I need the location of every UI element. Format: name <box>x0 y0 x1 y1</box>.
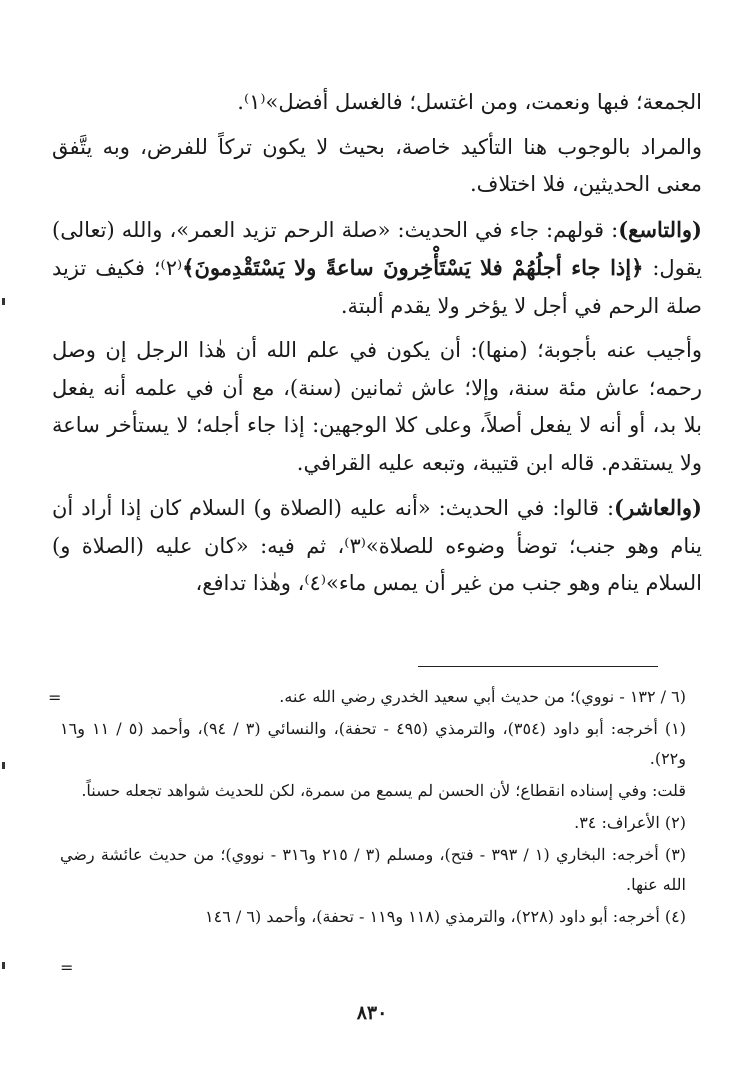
footnote-3: (٣) أخرجه: البخاري (١ / ٣٩٣ - فتح)، ومسلم (٣ / ٢١٥ و٣١٦ - نووي)؛ من حديث عائشة رضي الله عنها. <box>60 845 687 894</box>
margin-mark <box>2 298 5 305</box>
footnote-separator <box>418 666 658 667</box>
ninth-text-2: ⁽٢⁾؛ فكيف تزيد صلة الرحم في أجل لا يؤخر ولا يقدم ألبتة. <box>52 256 702 318</box>
ninth-text-1: : قولهم: جاء في الحديث: «صلة الرحم تزيد العمر»، والله (تعالى) يقول: <box>52 217 702 280</box>
paragraph-4: وأجيب عنه بأجوبة؛ (منها): أن يكون في علم الله أن هٰذا الرجل إن وصل رحمه؛ عاش مئة سنة، وإلا؛ عاش ثمانين (سنة)، مع أن في علمه أنه يفعل بلا بد، أو أنه لا يفعل أصلاً، وعلى كلا الوجهين: إذا جاء أجله؛ لا يستأخر ساعة ولا يستقدم. قاله ابن قتيبة، وتبعه عليه القرافي. <box>52 338 702 475</box>
paragraph-2: والمراد بالوجوب هنا التأكيد خاصة، بحيث لا يكون تركاً للفرض، وبه يتَّفق معنى الحديثين، فلا اختلاف. <box>52 134 702 196</box>
tenth-text: : قالوا: في الحديث: «أنه عليه (الصلاة و) السلام كان إذا أراد أن ينام وهو جنب؛ توضأ وضوءه للصلاة»⁽٣⁾، ثم فيه: «كان عليه (الصلاة و) السلام ينام وهو جنب من غير أن يمس ماء»⁽٤⁾، وهٰذا تدافع، <box>52 496 702 595</box>
ninth-label: (والتاسع) <box>618 216 702 242</box>
footnote-1: (١) أخرجه: أبو داود (٣٥٤)، والترمذي (٤٩٥ - تحفة)، والنسائي (٣ / ٩٤)، وأحمد (٥ / ١١ و١٦ و٢٢). <box>60 719 687 768</box>
paragraph-3-ninth <box>52 211 702 326</box>
footnote-4: (٤) أخرجه: أبو داود (٢٢٨)، والترمذي (١١٨ و١١٩ - تحفة)، وأحمد (٦ / ١٤٦ <box>205 907 686 926</box>
paragraph-5-tenth <box>52 489 702 603</box>
footnote-continued: (٦ / ١٣٢ - نووي)؛ من حديث أبي سعيد الخدري رضي الله عنه. <box>279 687 686 706</box>
footnote-2: (٢) الأعراف: ٣٤. <box>574 813 686 832</box>
continuation-mark-top: = <box>48 688 62 707</box>
footnotes <box>60 682 686 932</box>
tenth-label: (والعاشر) <box>614 495 702 520</box>
page-number: ٨٣٠ <box>356 1002 388 1024</box>
footnote-1-comment: قلت: وفي إسناده انقطاع؛ لأن الحسن لم يسمع من سمرة، لكن للحديث شواهد تجعله حسناً. <box>81 781 686 800</box>
quran-verse: ﴿إذا جاء أجلُهُمْ فلا يَسْتَأْخِرونَ ساعةً ولا يَسْتَقْدِمونَ﴾ <box>182 255 644 280</box>
paragraph-1: الجمعة؛ فبها ونعمت، ومن اغتسل؛ فالغسل أفضل»⁽١⁾. <box>237 90 702 114</box>
main-text <box>52 84 702 603</box>
continuation-mark-bottom: = <box>60 958 74 977</box>
margin-mark <box>2 762 5 769</box>
margin-mark <box>2 962 5 969</box>
